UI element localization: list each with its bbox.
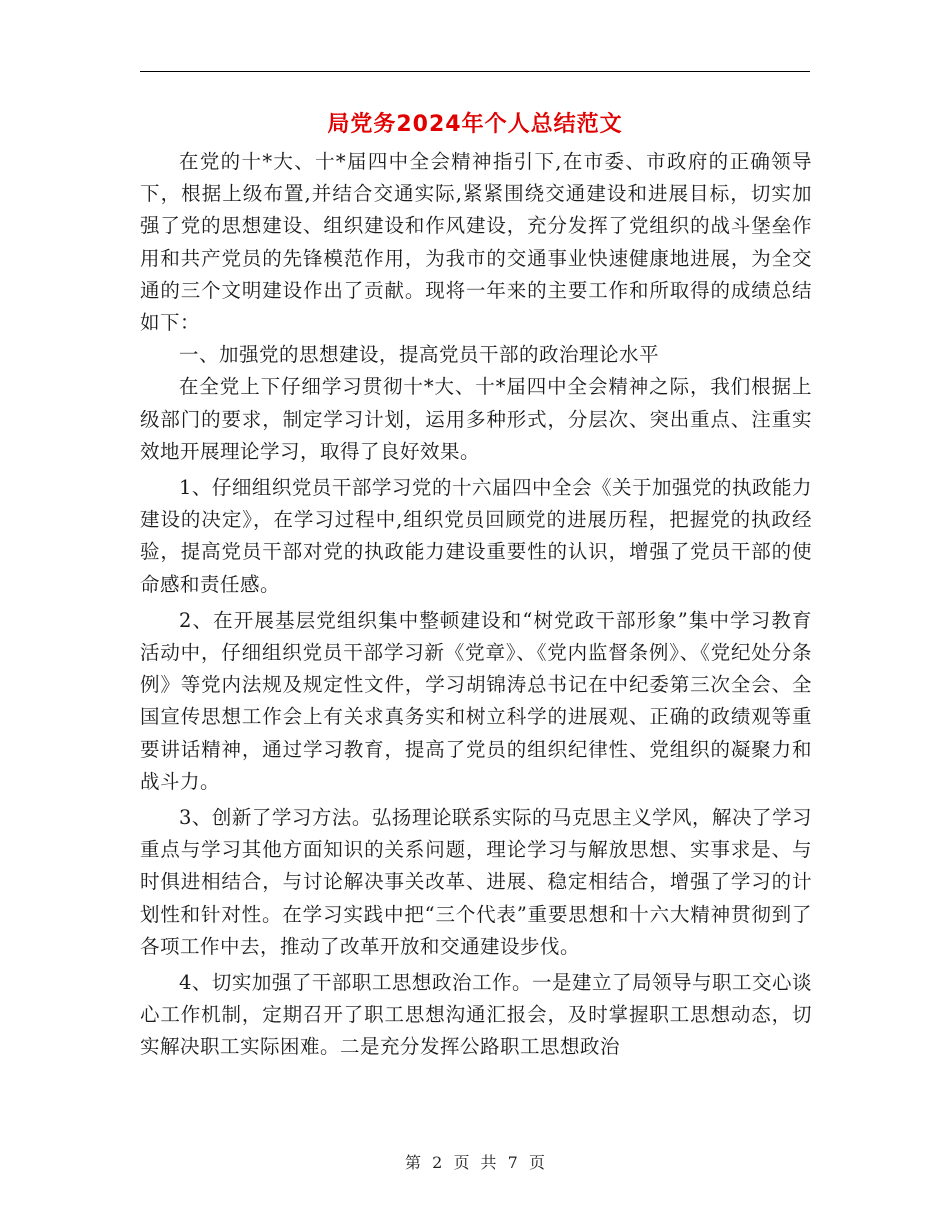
section-paragraph: 在全党上下仔细学习贯彻十*大、十*届四中全会精神之际，我们根据上级部门的要求，制定学习计划，运用多种形式，分层次、突出重点、注重实效地开展理论学习，取得了良好效果。 xyxy=(140,375,812,463)
footer-total-pages: 7 xyxy=(507,1153,518,1172)
numbered-paragraph-2: 2、在开展基层党组织集中整顿建设和“树党政干部形象”集中学习教育活动中，仔细组织党员干部学习新《党章》、《党内监督条例》、《党纪处分条例》等党内法规及规定性文件，学习胡锦涛总书记在中纪委第三次全会、全国宣传思想工作会上有关求真务实和树立科学的进展观、正确的政绩观等重要讲话精神，通过学习教育，提高了党员的组织纪律性、党组织的凝聚力和战斗力。 xyxy=(140,608,812,793)
footer-prefix: 第 xyxy=(405,1153,422,1172)
numbered-paragraph-1: 1、仔细组织党员干部学习党的十六届四中全会《关于加强党的执政能力建设的决定》，在学习过程中,组织党员回顾党的进展历程，把握党的执政经验，提高党员干部对党的执政能力建设重要性的认识，增强了党员干部的使命感和责任感。 xyxy=(140,476,812,596)
footer-page-unit: 页 xyxy=(453,1153,470,1172)
footer-total-prefix: 共 xyxy=(480,1153,497,1172)
header-rule xyxy=(140,71,810,72)
document-body xyxy=(140,146,812,1064)
footer-total-unit: 页 xyxy=(528,1153,545,1172)
document-title: 局党务2024年个人总结范文 xyxy=(327,112,623,137)
numbered-paragraph-3: 3、创新了学习方法。弘扬理论联系实际的马克思主义学风，解决了学习重点与学习其他方面知识的关系问题，理论学习与解放思想、实事求是、与时俱进相结合，与讨论解决事关改革、进展、稳定相结合，增强了学习的计划性和针对性。在学习实践中把“三个代表”重要思想和十六大精神贯彻到了各项工作中去，推动了改革开放和交通建设步伐。 xyxy=(140,806,812,958)
numbered-paragraph-4: 4、切实加强了干部职工思想政治工作。一是建立了局领导与职工交心谈心工作机制，定期召开了职工思想沟通汇报会，及时掌握职工思想动态，切实解决职工实际困难。二是充分发挥公路职工思想政治 xyxy=(140,971,812,1059)
intro-paragraph: 在党的十*大、十*届四中全会精神指引下,在市委、市政府的正确领导下，根据上级布置,并结合交通实际,紧紧围绕交通建设和进展目标，切实加强了党的思想建设、组织建设和作风建设，充分发挥了党组织的战斗堡垒作用和共产党员的先锋模范作用，为我市的交通事业快速健康地进展，为全交通的三个文明建设作出了贡献。现将一年来的主要工作和所取得的成绩总结如下： xyxy=(140,150,812,335)
footer-page-number: 2 xyxy=(432,1153,443,1172)
section-heading: 一、加强党的思想建设，提高党员干部的政治理论水平 xyxy=(179,343,660,367)
page-footer xyxy=(0,1153,950,1173)
